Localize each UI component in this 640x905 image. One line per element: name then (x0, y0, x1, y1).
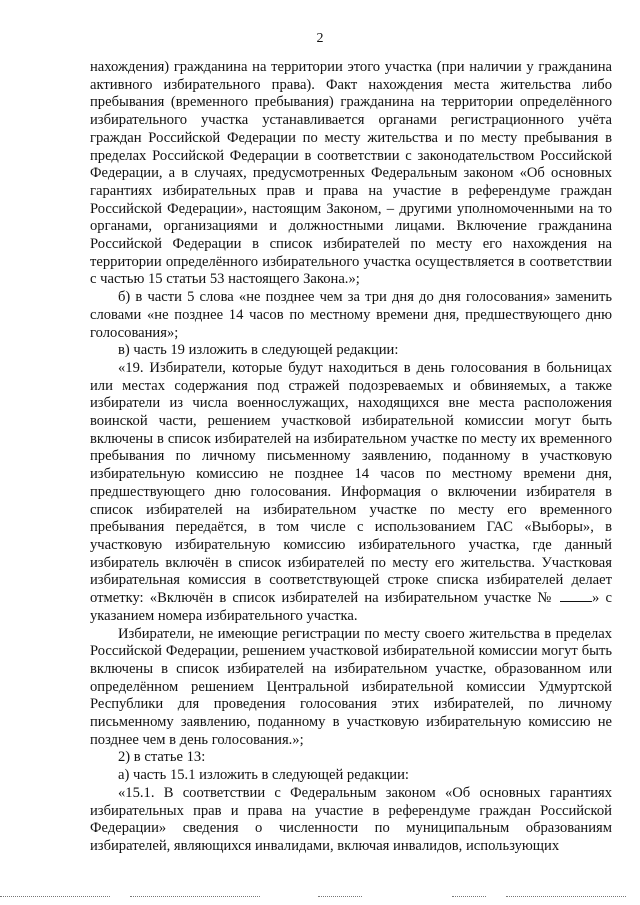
paragraph-item-v: в) часть 19 изложить в следующей редакции: (118, 342, 399, 359)
paragraph-item-a: а) часть 15.1 изложить в следующей редакции: (118, 767, 409, 784)
paragraph-part-15-1: «15.1. В соответствии с Федеральным законом «Об основных гарантиях избирательных прав и права на участие в референдуме граждан Российской Федерации» сведения о численности по муниципальным образованиям избирателей, являющихся инвалидами, включая инвалидов, использующих (90, 784, 612, 854)
part-19-text: «19. Избиратели, которые будут находиться в день голосования в больницах или местах содержания под стражей подозреваемых и обвиняемых, а также избиратели из числа военнослужащих, находящихся вне места расположения воинской части, решением участковой избирательной комиссии могут быть включены в список избирателей на избирательном участке по месту их временного пребывания по личному письменному заявлению, поданному в участковую избирательную комиссию не позднее 14 часов по местному времени дня, предшествующего дню голосования. Информация о включении избирателя в список избирателей на избирательном участке по месту его временного пребывания передаётся, в том числе с использованием ГАС «Выборы», в участковую избирательную комиссию избирательного участка, где данный избиратель включён в список избирателей по месту его жительства. Участковая избирательная комиссия в соответствующей строке списка избирателей делает отметку: «Включён в список избирателей на избирательном участке № (90, 359, 612, 607)
page-number: 2 (316, 31, 324, 46)
paragraph-item-2: 2) в статье 13: (118, 749, 206, 766)
paragraph-part-19 (90, 360, 612, 626)
document-body (90, 59, 612, 856)
part-19-tail: » с указанием номера избирательного участка. (90, 590, 612, 624)
blank-line (560, 590, 592, 602)
paragraph-unregistered-voters: Избиратели, не имеющие регистрации по месту своего жительства в пределах Российской Федерации, решением участковой избирательной комиссии могут быть включены в список избирателей на избирательном участке, образованном или определённом решением Центральной избирательной комиссии Удмуртской Республики для проведения голосования этих избирателей, по личному письменному заявлению, поданному в участковую избирательную комиссию не позднее чем в день голосования.»; (90, 625, 612, 748)
paragraph-item-b: б) в части 5 слова «не позднее чем за три дня до дня голосования» заменить словами «не позднее 14 часов по местному времени дня, предшествующего дню голосования»; (90, 289, 612, 341)
paragraph-continuation: нахождения) гражданина на территории этого участка (при наличии у гражданина активного избирательного права). Факт нахождения места жительства либо пребывания (временного пребывания) гражданина на территории определённого избирательного участка устанавливается органами регистрационного учёта граждан Российской Федерации по месту жительства и по месту пребывания в пределах Российской Федерации в соответствии с законодательством Российской Федерации, а в случаях, предусмотренных Федеральным законом «Об основных гарантиях избирательных прав и права на участие в референдуме граждан Российской Федерации», настоящим Законом, – другими уполномоченными на то органами, организациями и должностными лицами. Включение гражданина Российской Федерации в список избирателей по месту его нахождения на территории определённого избирательного участка осуществляется в соответствии с частью 15 статьи 53 настоящего Закона.»; (90, 59, 612, 288)
scan-edge-marks (0, 896, 640, 900)
